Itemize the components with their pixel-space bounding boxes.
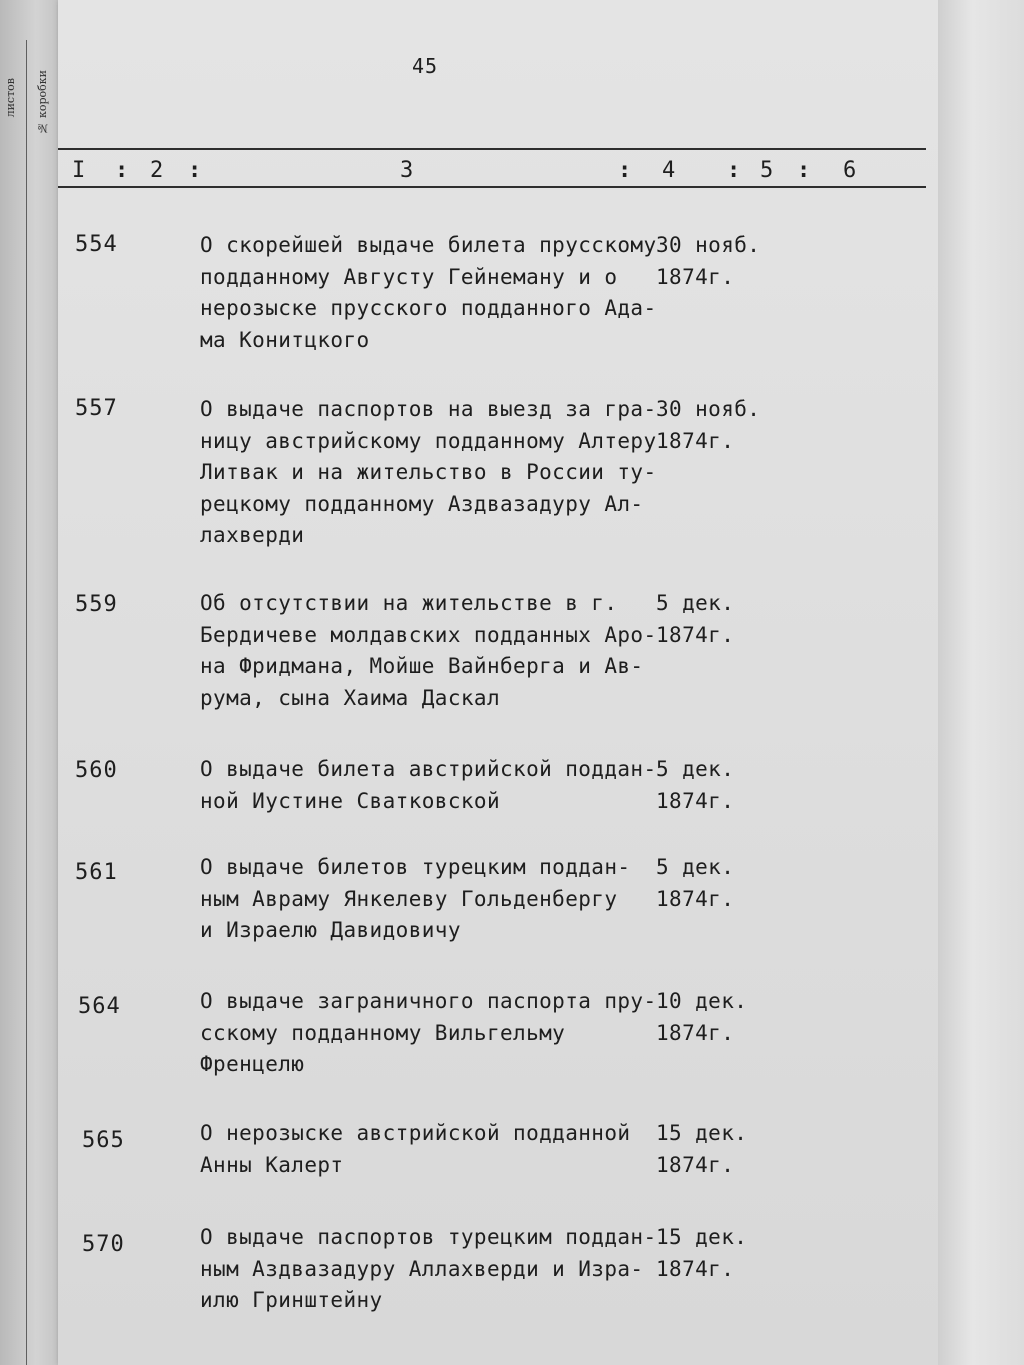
column-header-5: 5 xyxy=(760,158,774,183)
entry-date: 30 нояб. 1874г. xyxy=(656,397,761,453)
column-header-4: 4 xyxy=(662,158,676,183)
entry-number: 560 xyxy=(75,758,118,783)
column-separator: : xyxy=(188,158,202,183)
entry-date: 5 дек. 1874г. xyxy=(656,591,735,647)
entry-number: 557 xyxy=(75,396,118,421)
margin-divider xyxy=(26,40,27,1365)
entry-description: О выдаче паспортов на выезд за гра- ницу австрийскому подданному Алтеру Литвак и на жительство в России ту- рецкому подданному Аздвазадуру Ал- лахверди xyxy=(200,397,657,547)
entry-date: 5 дек. 1874г. xyxy=(656,855,735,911)
column-header-6: 6 xyxy=(843,158,857,183)
entry-date: 10 дек. 1874г. xyxy=(656,989,748,1045)
header-top-rule xyxy=(58,148,926,150)
column-separator: : xyxy=(727,158,741,183)
column-separator: : xyxy=(115,158,129,183)
background-right xyxy=(938,0,1024,1365)
entry-description: О выдаче билетов турецким поддан- ным Авраму Янкелеву Гольденбергу и Израелю Давидовичу xyxy=(200,855,631,942)
entry-description: О выдаче билета австрийской поддан- ной Иустине Сватковской xyxy=(200,757,657,813)
entry-number: 561 xyxy=(75,860,118,885)
entry-number: 565 xyxy=(82,1128,125,1153)
entry-date: 15 дек. 1874г. xyxy=(656,1225,748,1281)
column-separator: : xyxy=(797,158,811,183)
column-header-2: 2 xyxy=(150,158,164,183)
column-header-1: I xyxy=(72,158,86,183)
entry-description: О скорейшей выдаче билета прусскому подданному Августу Гейнеману и о нерозыске прусского подданного Ада- ма Конитцкого xyxy=(200,233,657,352)
entry-number: 564 xyxy=(78,994,121,1019)
entry-number: 559 xyxy=(75,592,118,617)
entry-description: Об отсутствии на жительстве в г. Бердичеве молдавских подданных Аро- на Фридмана, Мойше Вайнберга и Ав- рума, сына Хаима Даскал xyxy=(200,591,657,710)
entry-description: О нерозыске австрийской подданной Анны Калерт xyxy=(200,1121,631,1177)
page-number: 45 xyxy=(412,54,439,78)
column-header-3: 3 xyxy=(400,158,414,183)
entry-date: 30 нояб. 1874г. xyxy=(656,233,761,289)
entry-number: 554 xyxy=(75,232,118,257)
entry-number: 570 xyxy=(82,1232,125,1257)
column-separator: : xyxy=(618,158,632,183)
entry-date: 5 дек. 1874г. xyxy=(656,757,735,813)
header-bottom-rule xyxy=(58,186,926,188)
previous-page-margin xyxy=(0,0,62,1365)
margin-column-sheets-label: листов xyxy=(4,78,17,118)
entry-date: 15 дек. 1874г. xyxy=(656,1121,748,1177)
margin-column-box-label: № коробки xyxy=(36,70,49,135)
entry-description: О выдаче паспортов турецким поддан- ным Аздвазадуру Аллахверди и Изра- илю Гринштейну xyxy=(200,1225,657,1312)
entry-description: О выдаче заграничного паспорта пру- сскому подданному Вильгельму Френцелю xyxy=(200,989,657,1076)
